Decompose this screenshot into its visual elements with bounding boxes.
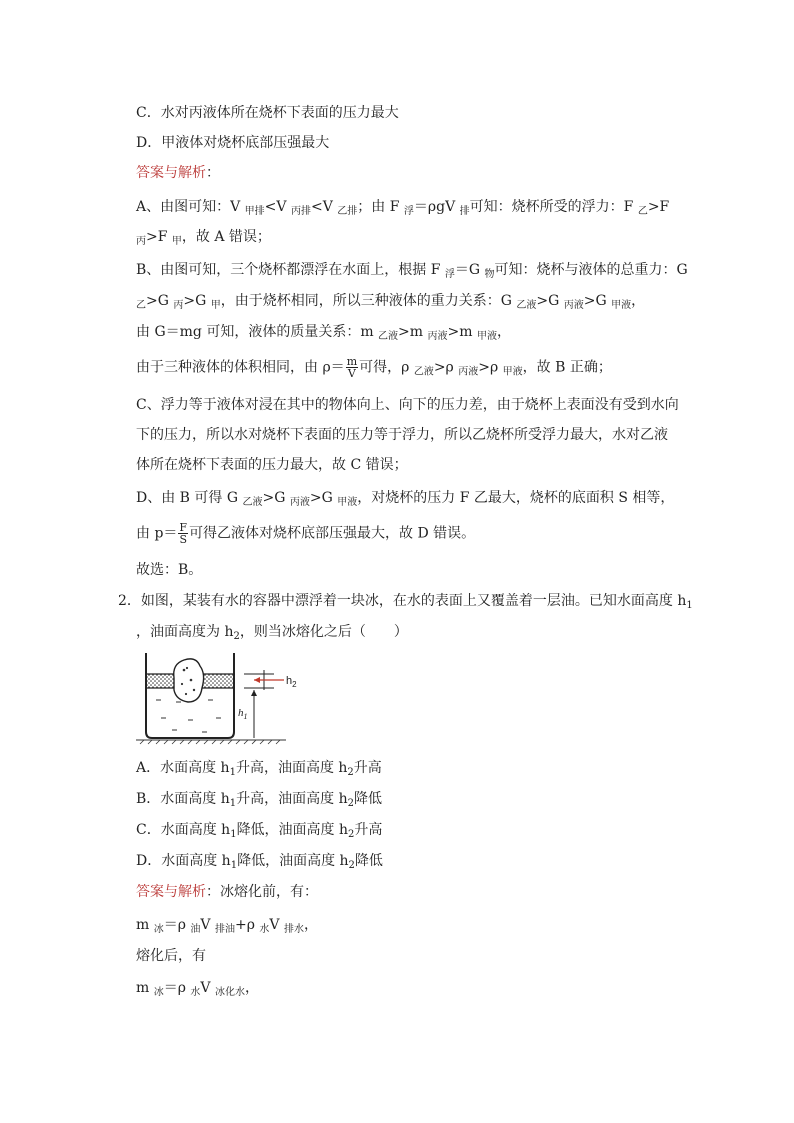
solution-b-line4: 由于三种液体的体积相同，由 ρ＝ $\frac{m}{V}$ 可得，ρ $_{乙液}$>ρ $_{丙液}$>ρ $_{甲液}$，故 B 正确； <box>136 355 612 380</box>
solution-a-line2: $_丙$>F $_甲$，故 A 错误； <box>136 229 271 247</box>
q2-equation-1: m $_冰$＝ρ $_油$V $_{排油}$+ρ $_水$V $_{排水}$， <box>136 917 318 935</box>
solution-d-line1: D、由 B 可得 G $_{乙液}$>G $_{丙液}$>G $_{甲液}$，对烧杯的压力 F 乙最大，烧杯的底面积 S 相等， <box>136 490 675 508</box>
question-2-line1: 2．如图，某装有水的容器中漂浮着一块冰，在水的表面上又覆盖着一层油。已知水面高度 $h_1$ <box>118 593 693 611</box>
solution-b-line1: B、由图可知，三个烧杯都漂浮在水面上，根据 F $_浮$＝G $_物$可知：烧杯与液体的总重力：G <box>136 262 688 280</box>
q2-equation-2: m $_冰$＝ρ $_水$V $_{冰化水}$， <box>136 980 259 998</box>
ground-hatch <box>136 740 286 744</box>
water <box>156 700 221 732</box>
h2-label: $h_2$ <box>286 675 297 689</box>
container-figure <box>136 650 306 745</box>
q2-option-b: B．水面高度 $h_1$升高，油面高度 $h_2$降低 <box>136 791 382 809</box>
solution-c-line3: 体所在烧杯下表面的压力最大，故 C 错误； <box>136 457 408 473</box>
q2-option-a: A．水面高度 $h_1$升高，油面高度 $h_2$升高 <box>136 760 382 778</box>
q2-after-melting: 熔化后，有 <box>136 948 206 964</box>
solution-c-line2: 下的压力，所以水对烧杯下表面的压力等于浮力，所以乙烧杯所受浮力最大，水对乙液 <box>136 427 668 443</box>
q2-option-c: C．水面高度 $h_1$降低，油面高度 $h_2$升高 <box>136 822 383 840</box>
option-d: D．甲液体对烧杯底部压强最大 <box>136 135 330 151</box>
pressure-fraction: $\frac{F}{S}$ <box>179 521 188 546</box>
density-fraction: $\frac{m}{V}$ <box>346 355 358 380</box>
solution-a-line1: A、由图可知：V $_{甲排}$<V $_{丙排}$<V $_{乙排}$；由 F $_浮$＝ρgV $_排$可知：烧杯所受的浮力：F $_乙$>F <box>136 199 670 217</box>
answer-heading: 答案与解析： <box>136 165 220 181</box>
question-2-line2: ，油面高度为 $h_2$，则当冰熔化之后（ ） <box>136 624 408 642</box>
h1-label: $h_1$ <box>238 707 248 721</box>
q2-option-d: D．水面高度 $h_1$降低，油面高度 $h_2$降低 <box>136 853 383 871</box>
solution-b-line2: $_乙$>G $_丙$>G $_甲$，由于烧杯相同，所以三种液体的重力关系：G $_{乙液}$>G $_{丙液}$>G $_{甲液}$， <box>136 293 646 311</box>
q2-answer-label: 答案与解析 <box>136 884 206 900</box>
answer-label: 答案与解析 <box>136 165 206 181</box>
q2-answer-heading: 答案与解析：冰熔化前，有： <box>136 884 318 900</box>
solution-b-line3: 由 G＝mg 可知，液体的质量关系：m $_{乙液}$>m $_{丙液}$>m $_{甲液}$， <box>136 324 511 342</box>
solution-d-line2: 由 p＝ $\frac{F}{S}$ 可得乙液体对烧杯底部压强最大，故 D 错误。 <box>136 521 476 546</box>
solution-c-line1: C、浮力等于液体对浸在其中的物体向上、向下的压力差，由于烧杯上表面没有受到水向 <box>136 397 679 413</box>
final-choice: 故选：B。 <box>136 562 203 578</box>
option-c: C．水对丙液体所在烧杯下表面的压力最大 <box>136 105 399 121</box>
ice-block <box>174 659 204 702</box>
